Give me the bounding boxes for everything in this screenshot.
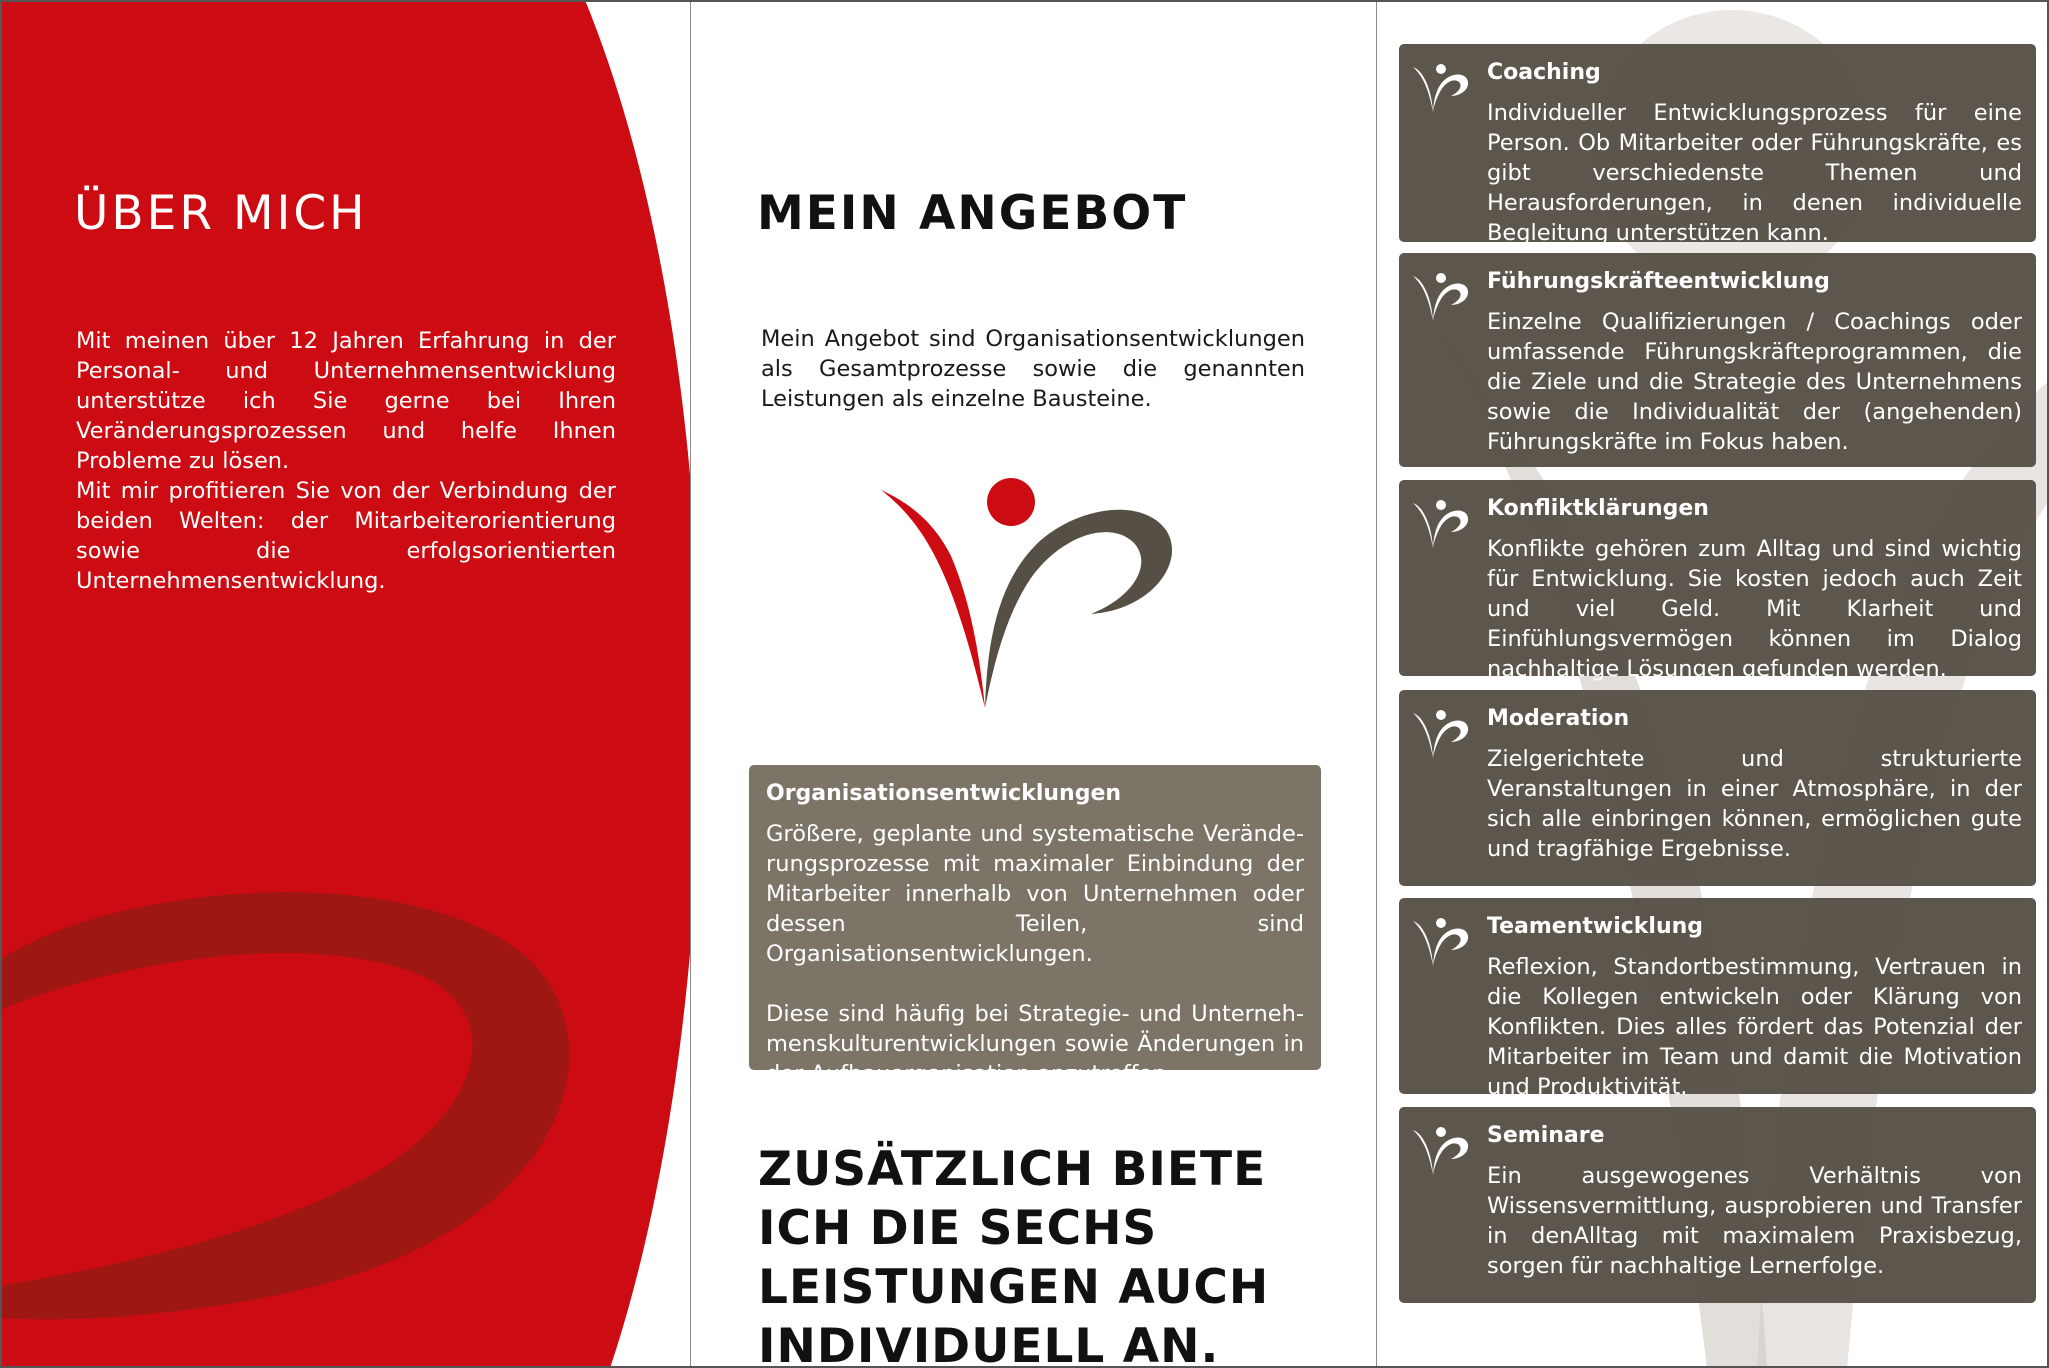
organization-development-title: Organisationsentwicklungen xyxy=(766,781,1122,806)
my-offer-heading: MEIN ANGEBOT xyxy=(757,186,1188,241)
service-card-moderation xyxy=(1399,690,2036,886)
organization-development-box xyxy=(749,765,1321,1087)
panel-my-offer xyxy=(690,0,1376,1368)
service-text: Zielgerichtete und strukturierte Veranstaltungen in einer Atmosphäre, in der sich alle einbringen können, ermöglichen gute und tragfähige Ergebnisse. xyxy=(1487,746,2022,862)
vp-logo-icon xyxy=(1411,1125,1471,1177)
service-card-leadership-development xyxy=(1399,253,2036,467)
service-card-coaching xyxy=(1399,44,2036,246)
about-me-paragraph: Mit mir profitieren Sie von der Verbindung der beiden Welten: der Mitarbeiterorientierung sowie die erfolgsorientierten Unternehmensentwicklung. xyxy=(76,478,616,594)
about-me-heading: ÜBER MICH xyxy=(74,186,368,241)
panel-services xyxy=(1376,0,2049,1368)
vp-logo-icon xyxy=(1411,271,1471,323)
panel-about-me xyxy=(0,0,690,1368)
my-offer-intro: Mein Angebot sind Organisationsentwicklungen als Gesamtprozesse sowie die genannten Leistungen als einzelne Bausteine. xyxy=(761,326,1305,412)
service-text: Reflexion, Standortbestimmung, Vertrauen in die Kollegen entwickeln oder Klärung von Konflikten. Dies alles fördert das Potenzial der Mitarbeiter im Team und damit die Motivation und Produktivität. xyxy=(1487,954,2022,1100)
organization-development-text: Größere, geplante und systematische Veränderungsprozesse mit maximaler Einbindung der Mitarbeiter innerhalb von Unternehmen oder dessen Teilen, sind Organisationsentwicklungen. xyxy=(766,821,1304,967)
service-title: Coaching xyxy=(1487,60,1601,85)
service-title: Führungskräfteentwicklung xyxy=(1487,269,1830,294)
vp-logo-icon xyxy=(1411,916,1471,968)
service-text: Einzelne Qualifizierungen / Coachings oder umfassende Führungskräfteprogrammen, die die Ziele und die Strategie des Unternehmens sowie die Individualität der (angehenden) Führungskräfte im Fokus haben. xyxy=(1487,309,2022,455)
closing-statement: ZUSÄTZLICH BIETE ICH DIE SECHS LEISTUNGEN AUCH INDIVIDUELL AN. xyxy=(758,1142,1270,1368)
vp-logo-icon xyxy=(1411,708,1471,760)
service-card-seminars xyxy=(1399,1107,2036,1303)
organization-development-text: Diese sind häufig bei Strategie- und Unternehmenskulturentwicklungen sowie Änderungen in der Aufbauorganisation anzutreffen. xyxy=(766,1001,1304,1087)
service-title: Seminare xyxy=(1487,1123,1605,1148)
service-text: Ein ausgewogenes Verhältnis von Wissensvermittlung, ausprobieren und Transfer in denAlltag mit maximalem Praxisbezug, sorgen für nachhaltige Lernerfolge. xyxy=(1487,1163,2022,1279)
service-title: Teamentwicklung xyxy=(1487,914,1704,939)
about-me-paragraph: Mit meinen über 12 Jahren Erfahrung in der Personal- und Unternehmensentwicklung unterstütze ich Sie gerne bei Ihren Veränderungsprozessen und helfe Ihnen Probleme zu lösen. xyxy=(76,328,616,474)
service-text: Konflikte gehören zum Alltag und sind wichtig für Entwicklung. Sie kosten jedoch auch Zeit und viel Geld. Mit Klarheit und Einfühlungsvermögen können im Dialog nachhaltige Lösungen gefunden werden. xyxy=(1487,536,2022,682)
service-title: Moderation xyxy=(1487,706,1630,731)
service-text: Individueller Entwicklungsprozess für eine Person. Ob Mitarbeiter oder Führungskräfte, es gibt verschiedenste Themen und Herausforderungen, in denen individuelle Begleitung unterstützen kann. xyxy=(1487,100,2022,246)
vp-logo-icon xyxy=(1411,62,1471,114)
service-title: Konfliktklärungen xyxy=(1487,496,1709,521)
service-card-conflict-resolution xyxy=(1399,480,2036,682)
service-card-team-development xyxy=(1399,898,2036,1100)
vp-logo-icon xyxy=(1411,498,1471,550)
vp-logo-icon xyxy=(881,478,1181,708)
